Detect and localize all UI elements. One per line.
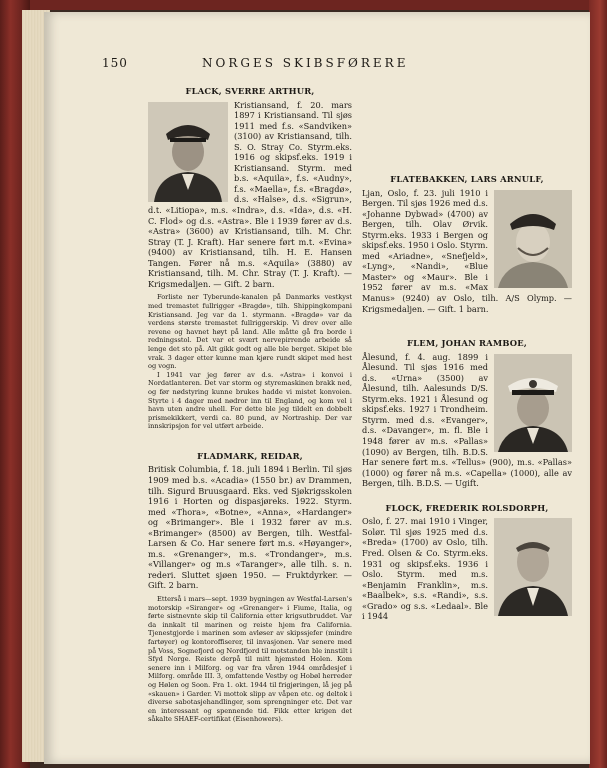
right-column xyxy=(362,86,572,622)
entry-name: FLATEBAKKEN, LARS ARNULF, xyxy=(390,174,544,184)
left-column xyxy=(148,86,352,724)
portrait-photo xyxy=(494,354,572,452)
entry-bio: Ålesund, f. 4. aug. 1899 i Ålesund. Til sjøs 1916 med d.s. «Urna» (3500) av Ålesund, tilh. Aalesunds D/S. Styrm.eks. 1921 i Ålesund og skipsf.eks. 1927 i Trondheim. Styrm. med d.s. «Evanger», d.s. «Davanger», m. fl. Ble i 1948 fører av m.s. «Pallas» (1090) av Bergen, tilh. B.D.S. Har senere ført m.s. «Tellus» (900), m.s. «Pallas» (1000) og fører nå m.s. «Capella» (1000), alle av Bergen, tilh. B.D.S. — Ugift. xyxy=(362,351,572,489)
entry-name: FLEM, JOHAN RAMBOE, xyxy=(407,338,527,349)
entry-bio: Britisk Columbia, f. 18. juli 1894 i Berlin. Til sjøs 1909 med b.s. «Acadia» (1550 br.) av Drammen, tilh. Sigurd Bruusgaard. Eks. ved Sjøkrigsskolen 1916 i Horten og dispasjøreks. 1922. Styrm. med «Thora», «Botne», «Anna», «Hardanger» og «Brimanger». Ble i 1932 fører av m.s. «Brimanger» (8500) av Bergen, tilh. Westfal-Larsen & Co. Har senere ført m.s. «Høyanger», m.s. «Grenanger», m.s. «Trondanger», m.s. «Villanger» og m.s «Taranger», alle tilh. s. n. rederi. Sluttet sjøen 1950. — Fruktdyrker. — Gift. 2 barn. xyxy=(148,464,352,591)
entry-fladmark xyxy=(148,451,352,724)
book-cover-edge xyxy=(589,0,607,768)
entry-name: FLADMARK, REIDAR, xyxy=(197,450,303,461)
portrait-photo xyxy=(148,102,228,202)
page-header xyxy=(102,56,542,74)
entry-flock xyxy=(362,503,572,622)
entry-name: FLACK, SVERRE ARTHUR, xyxy=(185,86,315,96)
book-cover-top xyxy=(0,0,607,10)
entry-name: FLOCK, FREDERIK ROLSDORPH, xyxy=(385,502,549,513)
page-number: 150 xyxy=(102,56,128,70)
entry-bio: Kristiansand, f. 20. mars 1897 i Kristiansand. Til sjøs 1911 med f.s. «Sandviken» (3100) av Kristiansand, tilh. S. O. Stray Co. Styrm.eks. 1916 og skipsf.eks. 1919 i Kristiansand. Styrm. med b.s. «Aquila», f.s. «Audny», f.s. «Maella», f.s. «Bragdø», d.s. «Halse», d.s. «Sigrun», d.t. «Litiopa», m.s. «Indra», d.s. «Ida», d.s. «H. C. Flod» og d.s. «Astra». Ble i 1939 fører av d.s. «Astra» (3600) av Kristiansand, tilh. M. Chr. Stray (T. J. Kraft). Har senere ført m.t. «Evina» (9400) av Kristiansand, tilh. H. E. Hansen Tangen. Fører nå m.s. «Aquila» (3880) av Kristiansand, tilh. M. Chr. Stray (T. J. Kraft). — Krigsmedaljen. — Gift. 2 barn. xyxy=(148,99,352,289)
portrait-photo xyxy=(494,190,572,288)
entry-flem xyxy=(362,338,572,489)
entry-bio: Ljan, Oslo, f. 23. juli 1910 i Bergen. Til sjøs 1926 med d.s. «Johanne Dybwad» (4700) av Bergen, tilh. Olav Ørvik. Styrm.eks. 1933 i Bergen og skipsf.eks. 1950 i Oslo. Styrm. med «Ariadne», «Snefjeld», «Lyng», «Nandi», «Blue Master» og «Maur». Ble i 1952 fører av m.s. «Max Manus» (9240) av Oslo, tilh. A/S Olymp. — Krigsmedaljen. — Gift. 1 barn. xyxy=(362,187,572,314)
entry-flatebakken xyxy=(362,174,572,314)
running-title: NORGES SKIBSFØRERE xyxy=(202,56,409,70)
portrait-photo xyxy=(494,518,572,616)
entry-note: Etterså i mars—sept. 1939 bygningen av Westfal-Larsen's motorskip «Siranger» og «Grenanger» i Fiume, Italia, og førte sistnevnte skip til California etter krigsutbruddet. Var da innkalt til marinen og reiste hjem fra California. Tjenestgjorde i marinen som avløser av skipssjefer (mindre fartøyer) og kontoroffiserer, til invasjonen. Var senere med på Voss, Sognefjord og Nordfjord til motstanden ble innstilt i Sfyd Norge. Reiste derpå til mitt hjemsted Holen. Kom senere inn i Milforg. og var fra våren 1944 områdesjef i Milforg. område III. 3, omfattende Vestby og Hobøl herreder og Hølen og Soon. Fra 1. okt. 1944 til frigjøringen, lå jeg på «skauen» i Garder. Vi mottok slipp av våpen etc. og deltok i diverse sabotasjehandlinger, som sprengninger etc. Det var en interessant og spennende tid. Fikk etter krigen det såkalte SHAEF-certifikat (Eisenhowers). xyxy=(148,595,352,724)
entry-note: Forliste ner Tyberunde-kanalen på Danmarks vestkyst med tremastet fullrigger «Bragdø», tilh. Shippingkompani Kristiansand. Jeg var da 1. styrmann. «Bragdø» var da verdens største tremastet fullriggerskip. Vi drev over alle revene og havnet høyt på land. Alle måtte gå fra borde i redningsstol. Det var et svært nervepirrende arbeide så lenge det sto på. Alt gikk godt og alle ble berget. Skipet ble vrak. 3 dager etter kunne man kjøre rundt skipet med hest og vogn. xyxy=(148,293,352,371)
entry-bio: Oslo, f. 27. mai 1910 i Vinger, Solør. Til sjøs 1925 med d.s. «Breda» (1700) av Oslo, tilh. Fred. Olsen & Co. Styrm.eks. 1931 og skipsf.eks. 1936 i Oslo. Styrm. med m.s. «Benjamin Franklin», m.s. «Baalbek», s.s. «Randi», s.s. «Grado» og s.s. «Ledaal». Ble i 1944 xyxy=(362,516,488,622)
entry-flack xyxy=(148,86,352,431)
entry-note: I 1941 var jeg fører av d.s. «Astra» i konvoi i Nordatlanteren. Det var storm og styremaskinen brakk ned, og før nødstyring kunne brukes hadde vi mistet konvoien. Styrte i 4 dager med nødror inn til England, og kom vel i havn uten andre uhell. For dette ble jeg tildelt en dobbelt prismekikkert, verdi ca. 80 pund, av Nortraship. Der var innskripsjon for vel utført arbeide. xyxy=(148,370,352,431)
